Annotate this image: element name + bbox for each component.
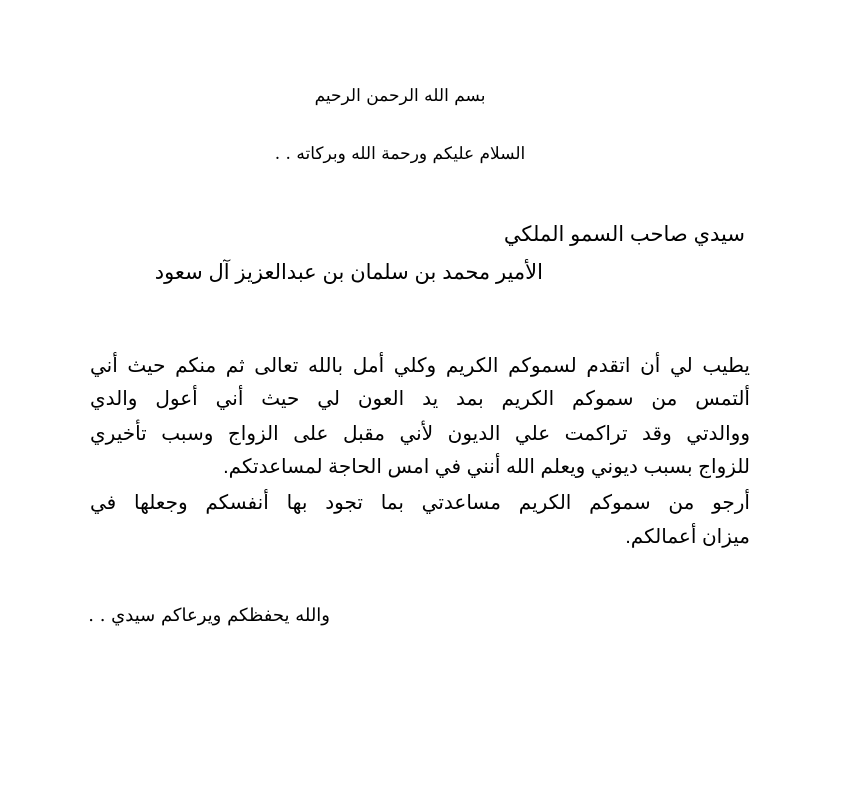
body-line-1: يطيب لي أن اتقدم لسموكم الكريم وكلي أمل بالله تعالى ثم منكم حيث أني — [90, 355, 750, 377]
closing-signature: والله يحفظكم ويرعاكم سيدي . . — [88, 605, 330, 626]
body-line-6: ميزان أعمالكم. — [625, 526, 750, 548]
body-line-2: ألتمس من سموكم الكريم بمد يد العون لي حيث أني أعول والدي — [90, 388, 750, 410]
body-line-5: أرجو من سموكم الكريم مساعدتي بما تجود بها أنفسكم وجعلها في — [90, 492, 750, 514]
addressee-title: سيدي صاحب السمو الملكي — [503, 223, 745, 246]
basmala: بسم الله الرحمن الرحيم — [314, 86, 486, 106]
greeting: السلام عليكم ورحمة الله وبركاته . . — [274, 144, 526, 164]
body-line-3: ووالدتي وقد تراكمت علي الديون لأني مقبل على الزواج وسبب تأخيري — [90, 423, 750, 445]
addressee-name: الأمير محمد بن سلمان بن عبدالعزيز آل سعود — [154, 261, 543, 284]
body-line-4: للزواج بسبب ديوني ويعلم الله أنني في امس الحاجة لمساعدتكم. — [223, 456, 750, 478]
